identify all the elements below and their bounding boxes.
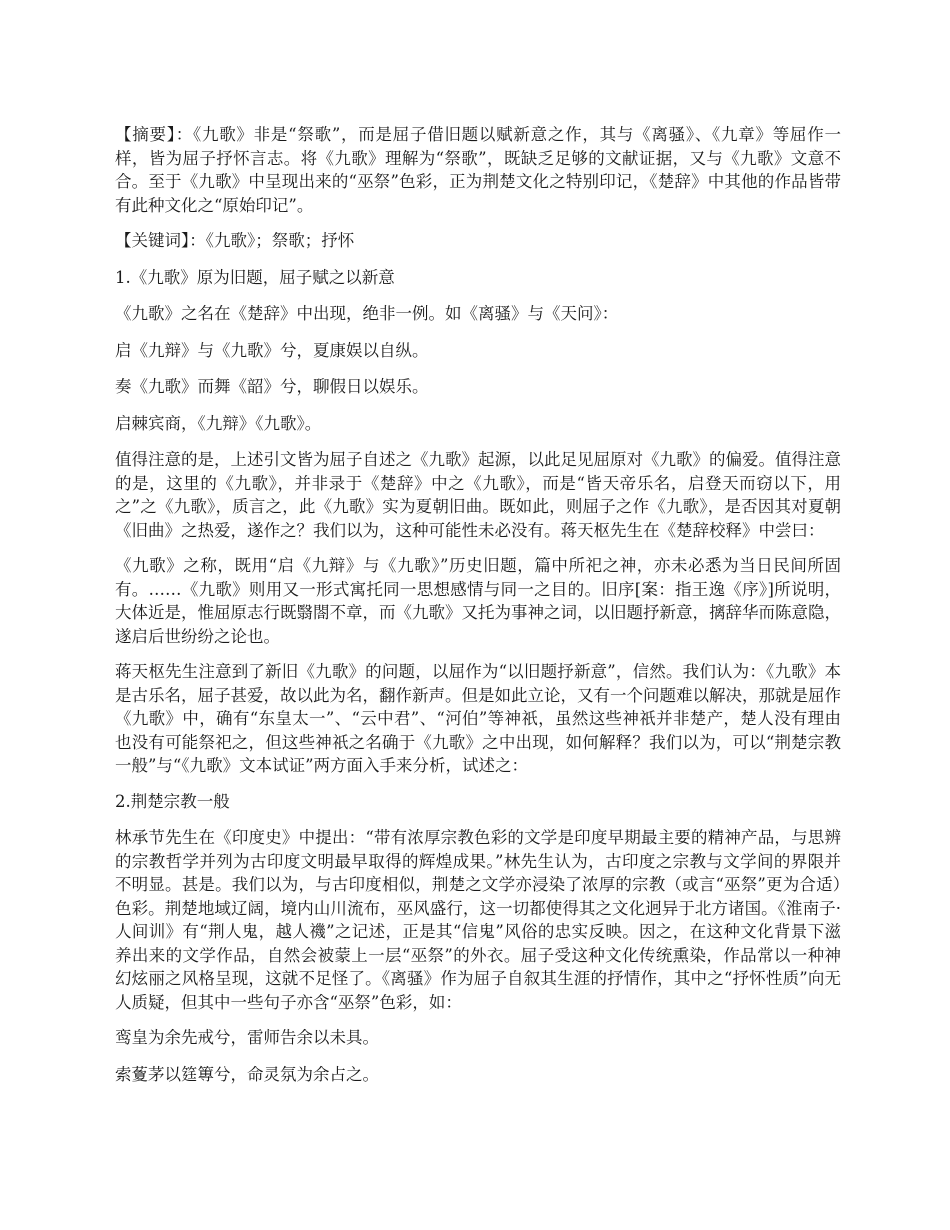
body-paragraph-1: 《九歌》之名在《楚辞》中出现，绝非一例。如《离骚》与《天问》： xyxy=(115,304,619,323)
quote-line-3: 启棘宾商，《九辩》《九歌》。 xyxy=(115,413,322,433)
section-1-heading: 1.《九歌》原为旧题，屈子赋之以新意 xyxy=(115,267,395,287)
quote-line-1: 启《九辩》与《九歌》兮，夏康娱以自纵。 xyxy=(115,340,429,360)
body-paragraph-2: 值得注意的是，上述引文皆为屈子自述之《九歌》起源，以此足见屈原对《九歌》的偏爱。值得注意的是，这里的《九歌》，并非录于《楚辞》中之《九歌》，而是“皆天帝乐名，启登天而窃以下，用之”之《九歌》，质言之，此《九歌》实为夏朝旧曲。既如此，则屈子之作《九歌》，是否因其对夏朝《旧曲》之热爱，遂作之？我们以为，这种可能性未必没有。蒋天枢先生在《楚辞校释》中尝曰： xyxy=(115,450,841,540)
block-quote-paragraph: 《九歌》之称，既用“启《九辩》与《九歌》”历史旧题，篇中所祀之神，亦未必悉为当日民间所固有。……《九歌》则用又一形式寓托同一思想感情与同一之目的。旧序[案：指王逸《序》]所说明，大体近是，惟屈原志行既翳閤不章，而《九歌》又托为事神之词，以旧题抒新意，摛辞华而陈意隐，遂启后世纷纷之论也。 xyxy=(115,556,841,646)
section-2-heading: 2.荆楚宗教一般 xyxy=(115,791,230,811)
body-paragraph-3: 蒋天枢先生注意到了新旧《九歌》的问题，以屈作为“以旧题抒新意”，信然。我们认为：《九歌》本是古乐名，屈子甚爱，故以此为名，翻作新声。但是如此立论，又有一个问题难以解决，那就是屈作《九歌》中，确有“东皇太一”、“云中君”、“河伯”等神祇，虽然这些神祇并非楚产，楚人没有理由也没有可能祭祀之，但这些神祇之名确于《九歌》之中出现，如何解释？我们以为，可以“荆楚宗教一般”与“《九歌》文本试证”两方面入手来分析，试述之： xyxy=(115,662,841,775)
keywords-line: 【关键词】：《九歌》；祭歌；抒怀 xyxy=(115,231,355,250)
quote-line-4: 鸾皇为余先戒兮，雷师告余以未具。 xyxy=(115,1028,379,1047)
quote-line-2: 奏《九歌》而舞《韶》兮，聊假日以娱乐。 xyxy=(115,377,429,396)
body-paragraph-4: 林承节先生在《印度史》中提出：“带有浓厚宗教色彩的文学是印度早期最主要的精神产品，与思辨的宗教哲学并列为古印度文明最早取得的辉煌成果。”林先生认为，古印度之宗教与文学间的界限并不明显。甚是。我们以为，与古印度相似，荆楚之文学亦浸染了浓厚的宗教（或言“巫祭”更为合适）色彩。荆楚地域辽阔，境内山川流布，巫风盛行，这一切都使得其之文化迥异于北方诸国。《淮南子·人间训》有“荆人鬼，越人禨”之记述，正是其“信鬼”风俗的忠实反映。因之，在这种文化背景下滋养出来的文学作品，自然会被蒙上一层“巫祭”的外衣。屈子受这种文化传统熏染，作品常以一种神幻炫丽之风格呈现，这就不足怪了。《离骚》作为屈子自叙其生涯的抒情作，其中之“抒怀性质”向无人质疑，但其中一些句子亦含“巫祭”色彩，如： xyxy=(115,828,841,1012)
document-page xyxy=(115,123,841,1099)
abstract-paragraph: 【摘要】：《九歌》非是“祭歌”，而是屈子借旧题以赋新意之作，其与《离骚》、《九章》等屈作一样，皆为屈子抒怀言志。将《九歌》理解为“祭歌”，既缺乏足够的文献证据，又与《九歌》文意不合。至于《九歌》中呈现出来的“巫祭”色彩，正为荆楚文化之特别印记，《楚辞》中其他的作品皆带有此种文化之“原始印记”。 xyxy=(115,125,841,215)
quote-line-5: 索藑茅以筳篿兮，命灵氛为余占之。 xyxy=(115,1064,379,1084)
